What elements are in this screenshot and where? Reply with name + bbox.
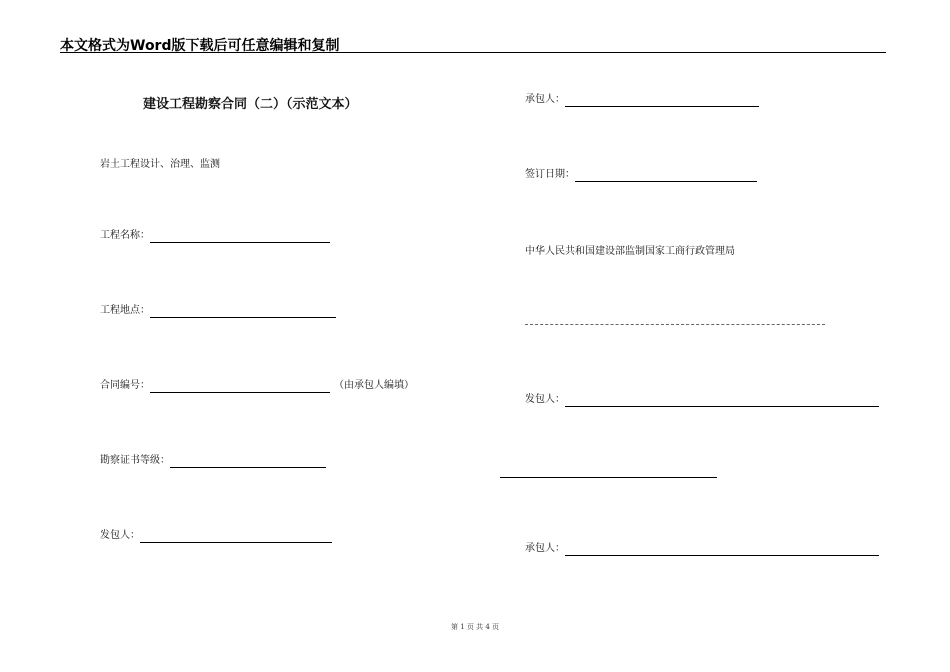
- certificate-grade-blank: [170, 455, 326, 468]
- page-footer: 第 1 页 共 4 页: [450, 623, 500, 631]
- contractor-label-top: 承包人：: [525, 94, 565, 105]
- project-name-blank: [150, 230, 330, 243]
- contractor-blank-top: [565, 94, 759, 107]
- signing-date-blank: [575, 169, 757, 182]
- issuer-text: 中华人民共和国建设部监制国家工商行政管理局: [525, 246, 735, 257]
- contract-number-label: 合同编号：: [100, 380, 150, 391]
- document-title: 建设工程勘察合同（二）（示范文本）: [143, 97, 358, 112]
- header-rule: [60, 52, 886, 53]
- dashed-separator: [525, 324, 825, 325]
- employer-field-right: [525, 393, 879, 407]
- project-location-blank: [150, 305, 336, 318]
- page-header: 本文格式为Word版下载后可任意编辑和复制: [60, 38, 340, 54]
- project-name-field: [100, 229, 330, 243]
- project-location-label: 工程地点：: [100, 305, 150, 316]
- employer-field-left: [100, 529, 332, 543]
- contractor-field-top: [525, 93, 759, 107]
- certificate-grade-label: 勘察证书等级：: [100, 455, 170, 466]
- employer-label-left: 发包人：: [100, 530, 140, 541]
- signing-date-field: [525, 168, 757, 182]
- contractor-field-bottom: [525, 542, 879, 556]
- contract-number-note: （由承包人编填）: [334, 380, 414, 391]
- project-location-field: [100, 304, 336, 318]
- employer-blank-right: [565, 394, 879, 407]
- employer-blank-left: [140, 530, 332, 543]
- certificate-grade-field: [100, 454, 326, 468]
- contractor-blank-bottom: [565, 543, 879, 556]
- employer-label-right: 发包人：: [525, 394, 565, 405]
- contractor-label-bottom: 承包人：: [525, 543, 565, 554]
- signature-line: [500, 477, 717, 478]
- scope-text: 岩土工程设计、治理、监测: [100, 159, 220, 170]
- contract-number-field: [100, 379, 414, 393]
- project-name-label: 工程名称：: [100, 230, 150, 241]
- signing-date-label: 签订日期：: [525, 169, 575, 180]
- contract-number-blank: [150, 380, 330, 393]
